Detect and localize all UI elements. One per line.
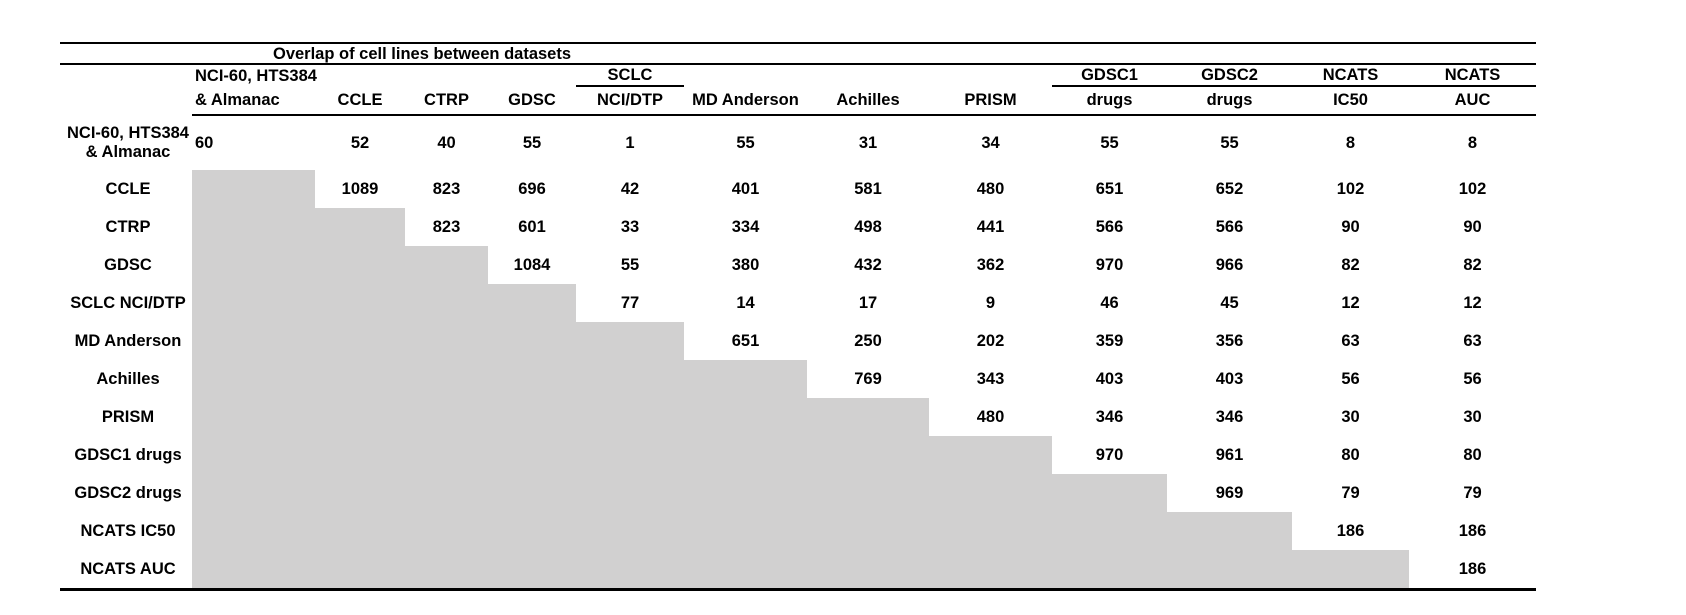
row-label-line: NCATS AUC (80, 559, 176, 578)
shaded-cell (576, 550, 684, 588)
shaded-cell (405, 550, 488, 588)
shaded-cell (488, 436, 576, 474)
value-cell: 823 (432, 217, 461, 236)
shaded-cell (576, 512, 684, 550)
value-cell: 9 (985, 293, 996, 312)
column-header: CCLE (315, 87, 405, 116)
value-cell: 102 (1458, 179, 1487, 198)
value-cell: 52 (350, 133, 370, 152)
shaded-cell (488, 284, 576, 322)
value-cell: 769 (854, 369, 882, 388)
column-header: drugs (1052, 87, 1167, 116)
shaded-cell (488, 474, 576, 512)
shaded-cell (192, 322, 315, 360)
row-label-line: GDSC1 drugs (74, 445, 182, 464)
value-cell: 33 (620, 217, 640, 236)
column-group-header: NCI-60, HTS384 (195, 66, 317, 85)
shaded-cell (192, 284, 315, 322)
column-group-header (684, 65, 807, 87)
shaded-cell (405, 398, 488, 436)
shaded-cell (488, 398, 576, 436)
value-cell: 566 (1095, 217, 1124, 236)
value-cell: 480 (976, 407, 1005, 426)
shaded-cell (488, 360, 576, 398)
value-cell: 45 (1220, 293, 1239, 312)
shaded-cell (315, 512, 405, 550)
value-cell: 30 (1463, 407, 1482, 426)
shaded-cell (684, 436, 807, 474)
row-label (60, 322, 192, 360)
value-cell: 1 (625, 133, 635, 152)
value-cell: 30 (1341, 407, 1360, 426)
column-group-header (315, 65, 405, 87)
shaded-cell (192, 474, 315, 512)
value-cell: 55 (1220, 133, 1239, 152)
column-header: MD Anderson (684, 87, 807, 116)
value-cell: 202 (976, 331, 1005, 350)
column-group-header (929, 65, 1052, 87)
shaded-cell (576, 398, 684, 436)
shaded-cell (192, 436, 315, 474)
shaded-cell (405, 322, 488, 360)
shaded-cell (807, 512, 929, 550)
shaded-cell (929, 474, 1052, 512)
column-header: Achilles (807, 87, 929, 116)
row-label (60, 208, 192, 246)
shaded-cell (576, 322, 684, 360)
value-cell: 359 (1095, 331, 1124, 350)
shaded-cell (315, 360, 405, 398)
shaded-cell (192, 360, 315, 398)
column-header: NCI/DTP (576, 87, 684, 116)
table-grid (60, 65, 1536, 588)
shaded-cell (315, 436, 405, 474)
table-title-row (60, 44, 1536, 65)
value-cell: 82 (1341, 255, 1360, 274)
shaded-cell (807, 474, 929, 512)
shaded-cell (1292, 550, 1409, 588)
value-cell: 55 (736, 133, 755, 152)
shaded-cell (405, 436, 488, 474)
value-cell: 56 (1341, 369, 1360, 388)
shaded-cell (576, 436, 684, 474)
value-cell: 55 (1100, 133, 1119, 152)
column-group-header (405, 65, 488, 87)
corner-cell (60, 87, 192, 116)
shaded-cell (807, 550, 929, 588)
shaded-cell (488, 322, 576, 360)
value-cell: 8 (1467, 133, 1478, 152)
column-group-header (807, 65, 929, 87)
value-cell: 441 (976, 217, 1005, 236)
value-cell: 498 (854, 217, 882, 236)
shaded-cell (576, 474, 684, 512)
row-label-line: NCI-60, HTS384 (67, 124, 189, 142)
value-cell: 102 (1336, 179, 1365, 198)
value-cell: 186 (1336, 521, 1365, 540)
column-header: IC50 (1292, 87, 1409, 116)
shaded-cell (1167, 512, 1292, 550)
value-cell: 77 (620, 293, 640, 312)
column-header: AUC (1409, 87, 1536, 116)
shaded-cell (684, 360, 807, 398)
row-label-line: SCLC NCI/DTP (70, 293, 186, 312)
value-cell: 63 (1341, 331, 1360, 350)
column-header: CTRP (405, 87, 488, 116)
row-label (60, 246, 192, 284)
value-cell: 969 (1215, 483, 1244, 502)
value-cell: 346 (1215, 407, 1244, 426)
value-cell: 31 (858, 133, 878, 152)
row-label (60, 284, 192, 322)
value-cell: 55 (620, 255, 640, 274)
value-cell: 362 (976, 255, 1005, 274)
value-cell: 186 (1458, 521, 1487, 540)
value-cell: 334 (731, 217, 760, 236)
value-cell: 343 (976, 369, 1005, 388)
shaded-cell (1052, 512, 1167, 550)
shaded-cell (192, 550, 315, 588)
value-cell: 14 (736, 293, 755, 312)
column-group-header: SCLC (576, 65, 684, 87)
row-label-line: CCLE (105, 179, 151, 198)
table-title: Overlap of cell lines between datasets (272, 45, 572, 63)
value-cell: 651 (1095, 179, 1124, 198)
row-label-line: & Almanac (85, 143, 171, 161)
shaded-cell (684, 398, 807, 436)
row-label (60, 550, 192, 588)
shaded-cell (929, 436, 1052, 474)
shaded-cell (488, 550, 576, 588)
value-cell: 403 (1095, 369, 1124, 388)
value-cell: 82 (1463, 255, 1482, 274)
row-label (60, 398, 192, 436)
value-cell: 346 (1095, 407, 1124, 426)
row-label-line: NCATS IC50 (80, 521, 176, 540)
column-header: drugs (1167, 87, 1292, 116)
value-cell: 480 (976, 179, 1005, 198)
value-cell: 79 (1341, 483, 1360, 502)
value-cell: 970 (1095, 445, 1124, 464)
shaded-cell (405, 512, 488, 550)
value-cell: 42 (620, 179, 640, 198)
shaded-cell (1052, 474, 1167, 512)
value-cell: 80 (1341, 445, 1360, 464)
value-cell: 403 (1215, 369, 1244, 388)
row-label-line: GDSC2 drugs (74, 483, 182, 502)
shaded-cell (315, 322, 405, 360)
value-cell: 356 (1215, 331, 1244, 350)
value-cell: 63 (1463, 331, 1482, 350)
value-cell: 79 (1463, 483, 1482, 502)
value-cell: 90 (1341, 217, 1360, 236)
shaded-cell (405, 474, 488, 512)
column-group-header (488, 65, 576, 87)
value-cell: 1084 (513, 255, 551, 274)
column-header: PRISM (929, 87, 1052, 116)
value-cell: 652 (1215, 179, 1244, 198)
shaded-cell (488, 512, 576, 550)
shaded-cell (684, 474, 807, 512)
value-cell: 966 (1215, 255, 1244, 274)
value-cell: 12 (1463, 293, 1482, 312)
value-cell: 696 (518, 179, 546, 198)
shaded-cell (315, 246, 405, 284)
value-cell: 34 (981, 133, 1000, 152)
value-cell: 401 (731, 179, 760, 198)
corner-cell (60, 65, 192, 87)
value-cell: 80 (1463, 445, 1482, 464)
column-header: GDSC (488, 87, 576, 116)
value-cell: 432 (854, 255, 882, 274)
row-label (60, 116, 192, 170)
shaded-cell (192, 170, 315, 208)
value-cell: 12 (1341, 293, 1360, 312)
shaded-cell (405, 360, 488, 398)
value-cell: 90 (1463, 217, 1482, 236)
row-label-line: PRISM (101, 407, 155, 426)
shaded-cell (576, 360, 684, 398)
shaded-cell (315, 208, 405, 246)
shaded-cell (807, 436, 929, 474)
row-label (60, 512, 192, 550)
value-cell: 961 (1215, 445, 1244, 464)
value-cell: 970 (1095, 255, 1124, 274)
row-label-line: CTRP (105, 217, 151, 236)
value-cell: 581 (854, 179, 882, 198)
shaded-cell (192, 246, 315, 284)
value-cell: 250 (854, 331, 882, 350)
shaded-cell (1167, 550, 1292, 588)
row-label-line: GDSC (104, 255, 152, 274)
value-cell: 60 (195, 133, 214, 152)
column-group-header: GDSC1 (1052, 65, 1167, 87)
row-label-line: MD Anderson (74, 331, 182, 350)
shaded-cell (192, 512, 315, 550)
column-header: & Almanac (192, 87, 315, 116)
row-label (60, 360, 192, 398)
column-group-header: NCATS (1292, 65, 1409, 87)
value-cell: 823 (432, 179, 461, 198)
value-cell: 186 (1458, 559, 1487, 578)
value-cell: 55 (522, 133, 542, 152)
value-cell: 651 (731, 331, 760, 350)
column-group-header: GDSC2 (1167, 65, 1292, 87)
shaded-cell (684, 550, 807, 588)
shaded-cell (405, 284, 488, 322)
row-label (60, 436, 192, 474)
value-cell: 8 (1345, 133, 1356, 152)
value-cell: 56 (1463, 369, 1482, 388)
row-label (60, 170, 192, 208)
value-cell: 46 (1100, 293, 1119, 312)
row-label (60, 474, 192, 512)
shaded-cell (315, 284, 405, 322)
column-group-header: NCATS (1409, 65, 1536, 87)
value-cell: 380 (731, 255, 760, 274)
shaded-cell (192, 398, 315, 436)
value-cell: 17 (858, 293, 878, 312)
shaded-cell (405, 246, 488, 284)
shaded-cell (315, 398, 405, 436)
value-cell: 566 (1215, 217, 1244, 236)
shaded-cell (929, 512, 1052, 550)
shaded-cell (807, 398, 929, 436)
overlap-table (60, 42, 1536, 591)
shaded-cell (315, 550, 405, 588)
shaded-cell (929, 550, 1052, 588)
shaded-cell (1052, 550, 1167, 588)
value-cell: 601 (518, 217, 546, 236)
shaded-cell (192, 208, 315, 246)
shaded-cell (315, 474, 405, 512)
shaded-cell (684, 512, 807, 550)
value-cell: 40 (437, 133, 456, 152)
row-label-line: Achilles (96, 369, 160, 388)
value-cell: 1089 (341, 179, 379, 198)
